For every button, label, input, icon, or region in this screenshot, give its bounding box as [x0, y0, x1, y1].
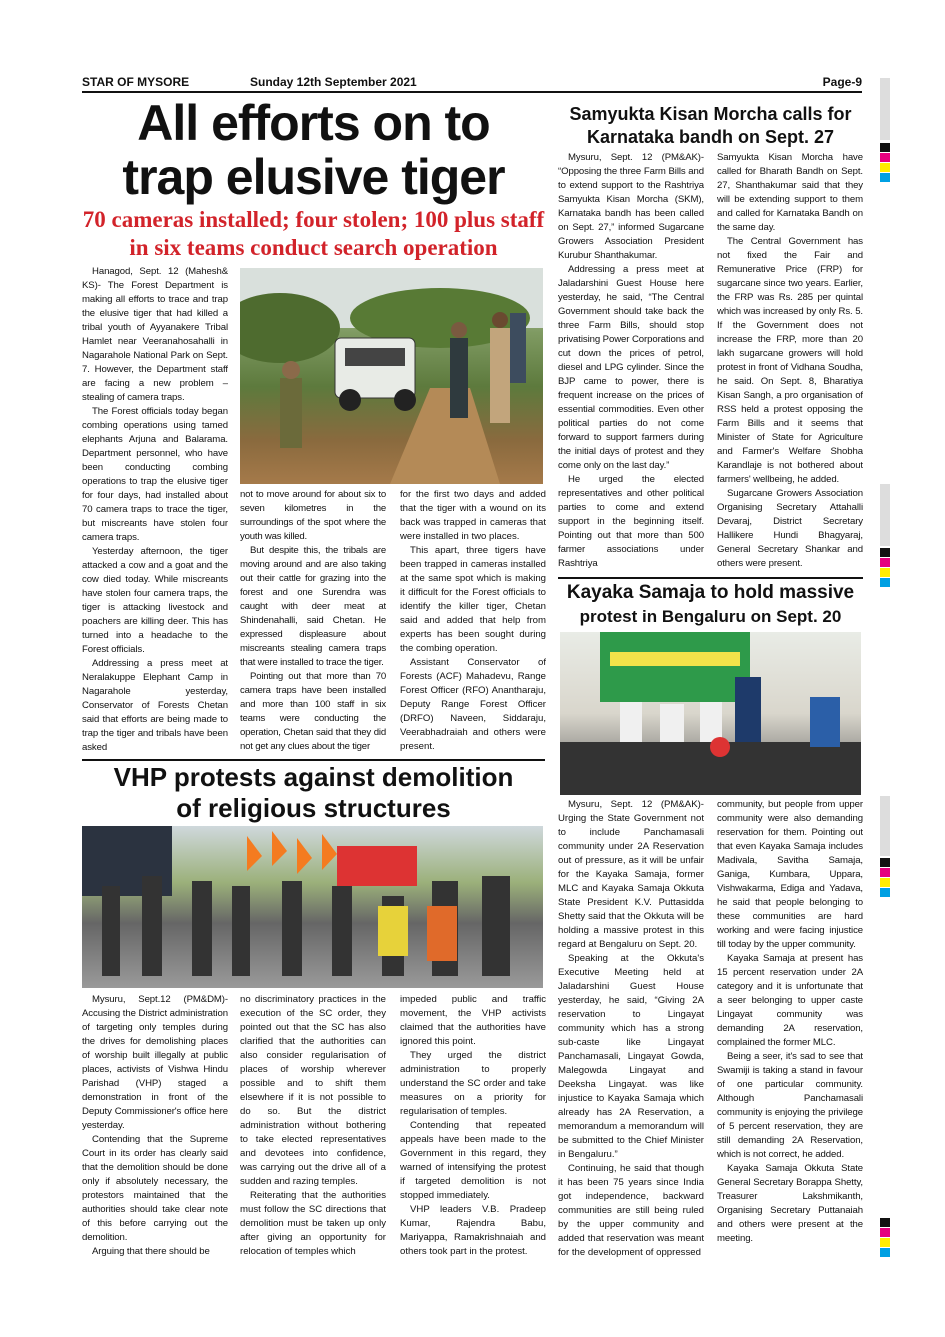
skm-headline-line1: Samyukta Kisan Morcha calls for	[569, 104, 852, 124]
paragraph: Continuing, he said that though it has been 75 years since India got independence, backward communities are still being ruled by the upper community and added that reservation was meant for the development of oppressed	[558, 1163, 704, 1258]
paragraph: Contending that the Supreme Court in its order has clearly said that the demolition should be done only if absolutely necessary, the protestors maintained that the authorities should take clear note of this before carrying out the demolition.	[82, 1134, 228, 1243]
paragraph: community, but people from upper community were also demanding reservation for them. Pointing out that even Kayaka Samaja includes Madivala, Savitha Samaja, Ganiga, Kumbara, Uppara, Vishwakarma, Ediga and Yadava, he said that people belonging to these communities are hard working and were facing injustice till today by the upper community.	[717, 799, 863, 950]
cyan-swatch	[880, 173, 890, 182]
kayaka-column-1	[558, 798, 704, 1265]
tiger-subhead-line1: 70 cameras installed; four stolen; 100 plus staff	[82, 207, 545, 232]
skm-column-1	[558, 151, 704, 575]
paragraph: The Central Government has not fixed the Fair and Remunerative Price (FRP) for sugarcane since two years. Earlier, the FRP was Rs. 285 per quintal which was increased by only Rs. 5. If the Government does not increase the FRP, more than 20 lakh sugarcane growers will hold protest in front of Vidhana Soudha, he said. On Sept. 8, Bharatiya Kisan Sangh, a pro organisation of RSS held a protest opposing the Farm Bills and it seems that Minister of State for Agriculture and Farmer's Welfare Shobha Karandlaje is not bothered about farmers' wellbeing, he added.	[717, 236, 863, 485]
vhp-column-3	[400, 993, 546, 1265]
paragraph: Kayaka Samaja at present has 15 percent reservation under 2A category and it is unfortunate that a seer belonging to upper caste Lingayat community was demanding 2A reservation, complained the former MLC.	[717, 953, 863, 1048]
tiger-headline-line2: trap elusive tiger	[122, 149, 505, 205]
paragraph: But despite this, the tribals are moving around and are also taking out their cattle for grazing into the forest and one Surendra was caught with deer meat at Shindenahalli, said Chetan. He expressed displeasure about miscreants stealing camera traps that were installed to trace the tiger.	[240, 545, 386, 668]
tiger-headline-line1: All efforts on to	[137, 95, 490, 151]
yellow-swatch	[880, 878, 890, 887]
kayaka-meeting-photo	[560, 632, 861, 795]
paragraph: Being a seer, it's sad to see that Swamiji is taking a stand in favour of one particular community. Although Panchamasali community is enjoying the privilege of 5 percent reservation, they are still demanding 2A Reservation, which is not correct, he added.	[717, 1051, 863, 1160]
paragraph: for the first two days and added that the tiger with a wound on its back was trapped in cameras that were installed in two places.	[400, 489, 546, 542]
skm-headline-line1-box	[558, 103, 863, 126]
tiger-column-3	[400, 488, 546, 756]
black-swatch	[880, 1218, 890, 1227]
black-swatch	[880, 858, 890, 867]
yellow-swatch	[880, 163, 890, 172]
skm-headline-line2: Karnataka bandh on Sept. 27	[586, 127, 835, 147]
vhp-column-2	[240, 993, 386, 1265]
paragraph: no discriminatory practices in the execution of the SC order, they pointed out that the SC has also clarified that the authorities can also consider regularisation of places of worship wherever possible and to shift them elsewhere if it is not possible to do so. But the district administration without bothering to take elected representatives and devotees into confidence, was carrying out the drive all of a sudden and razing temples.	[240, 994, 386, 1187]
paragraph: Pointing out that more than 70 camera traps have been installed and more than 100 staff in six teams were conducting the operation, Chetan said that they did not get any clues about the tiger	[240, 671, 386, 752]
skm-column-2	[717, 151, 863, 575]
paragraph: Mysuru, Sept.12 (PM&DM)- Accusing the District administration of targeting only temples during the drives for demolishing places of worship built illegally at public places, activists of Vishwa Hindu Parishad (VHP) staged a demonstration in front of the Deputy Commissioner's office here yesterday.	[82, 994, 228, 1131]
masthead-rule	[82, 91, 862, 93]
vhp-protest-photo	[82, 826, 543, 988]
tiger-column-1	[82, 265, 228, 755]
kayaka-headline-line1-box	[558, 580, 863, 605]
cyan-swatch	[880, 1248, 890, 1257]
gray-bar	[880, 796, 890, 856]
issue-date: Sunday 12th September 2021	[250, 75, 417, 89]
meeting-dais-image	[560, 632, 861, 795]
tiger-headline-line2-box	[82, 150, 545, 204]
tiger-column-2	[240, 488, 386, 756]
vhp-headline-line2-box	[82, 793, 545, 824]
tiger-subhead-line2: in six teams conduct search operation	[129, 235, 498, 260]
magenta-swatch	[880, 153, 890, 162]
yellow-swatch	[880, 1238, 890, 1247]
skm-headline-line2-box	[558, 126, 863, 149]
paragraph: Hanagod, Sept. 12 (Mahesh& KS)- The Forest Department is making all efforts to trace and trap the elusive tiger that had killed a tribal youth of Ayyanakere Tribal Hamlet near Veeranahosahalli in Nagarahole National Park on Sept. 7. However, the Department staff are facing a new problem – stealing of camera traps.	[82, 266, 228, 403]
kayaka-column-2	[717, 798, 863, 1265]
paragraph: Samyukta Kisan Morcha have called for Bharath Bandh on Sept. 27, Shanthakumar said that they will be extending support to them and called for Karnataka Bandh on the same day.	[717, 152, 863, 233]
forest-officials-jeep-image	[240, 268, 543, 484]
page-number: Page-9	[822, 75, 862, 89]
magenta-swatch	[880, 558, 890, 567]
vhp-headline-line1: VHP protests against demolition	[113, 762, 514, 792]
paragraph: Addressing a press meet at Jaladarshini Guest House here yesterday, he said, “The Central Government should take back the three Farm Bills, should stop privatising Power Corporations and cut down the prices of petrol, diesel and LPG cylinder. Since the BJP came to power, there is frequent increase on the prices of essential commodities. Even other political parties do not come forward to support farmers during the initial days of protest and they come only on the last day.”	[558, 264, 704, 471]
vhp-column-1	[82, 993, 228, 1265]
cyan-swatch	[880, 578, 890, 587]
paragraph: Mysuru, Sept. 12 (PM&AK)- Urging the State Government not to include Panchamasali community under 2A Reservation out of pressure, as it will be unfair for the Kayaka Samaja, former MLC and Kayaka Samaja Okkuta State President K.V. Puttasidda Shetty said that the Okkuta will be holding a massive protest in this regard at Bengaluru on Sept. 20.	[558, 799, 704, 950]
section-divider	[82, 759, 545, 761]
paragraph: Reiterating that the authorities must follow the SC directions that demolition must be taken up only after giving an opportunity for relocation of temples which	[240, 1190, 386, 1257]
magenta-swatch	[880, 1228, 890, 1237]
paragraph: Contending that repeated appeals have been made to the Government in this regard, they warned of intensifying the protest if targeted demolition is not stopped immediately.	[400, 1120, 546, 1201]
kayaka-headline-line2: protest in Bengaluru on Sept. 20	[579, 607, 842, 626]
gray-bar	[880, 484, 890, 546]
paragraph: impeded public and traffic movement, the VHP activists claimed that the authorities have ignored this point.	[400, 994, 546, 1047]
kayaka-headline-line2-box	[558, 605, 863, 629]
paragraph: Speaking at the Okkuta's Executive Meeting held at Jaladarshini Guest House yesterday, he said, “Giving 2A reservation to Lingayat community which has a strong sub-caste like Lingayat Panchamasali, Lingayat Gowda, Malegowda Lingayat and Deeksha Lingayat. was like injustice to Kayaka Samaja which already has 2A Reservation, a memorandum a memorandum will be submitted to the Chief Minister in Bengaluru.”	[558, 953, 704, 1160]
magenta-swatch	[880, 868, 890, 877]
vhp-headline-line2: of religious structures	[176, 793, 451, 823]
paper-name: STAR OF MYSORE	[82, 75, 190, 89]
gray-bar	[880, 78, 890, 140]
paragraph: He urged the elected representatives and other political parties to come and extend support in the beginning itself. Pointing out that more than 500 farmer associations under Rashtriya	[558, 474, 704, 569]
protesters-with-flags-image	[82, 826, 543, 988]
paragraph: This apart, three tigers have been trapped in cameras installed at the same spot which is making it difficult for the Forest officials to identify the killer tiger, Chetan said and added that help from experts has been sought during the combing operation.	[400, 545, 546, 654]
paragraph: Arguing that there should be	[92, 1246, 210, 1257]
paragraph: Addressing a press meet at Neralakuppe Elephant Camp in Nagarahole yesterday, Conservator of Forests Chetan said that efforts are being made to trap the tiger and tribals have been asked	[82, 658, 228, 753]
tiger-subhead-line2-box	[82, 234, 545, 262]
paragraph: Sugarcane Growers Association Organising Secretary Attahalli Devaraj, District Secretary Hallikere Hundi Bhagyaraj, General Secretary Shankar and others were present.	[717, 488, 863, 569]
paragraph: VHP leaders V.B. Pradeep Kumar, Rajendra Babu, Mariyappa, Ramakrishnaiah and others took part in the protest.	[400, 1204, 546, 1257]
paragraph: not to move around for about six to seven kilometres in the surroundings of the spot where the youth was killed.	[240, 489, 386, 542]
paragraph: Kayaka Samaja Okkuta State General Secretary Borappa Shetty, Treasurer Lakshmikanth, Organising Secretary Puttanaiah and others were present at the meeting.	[717, 1163, 863, 1244]
vhp-headline-line1-box	[82, 762, 545, 793]
yellow-swatch	[880, 568, 890, 577]
kayaka-headline-line1: Kayaka Samaja to hold massive	[566, 582, 855, 603]
paragraph: Assistant Conservator of Forests (ACF) Mahadevu, Range Forest Officer (RFO) Anantharaju, Deputy Range Forest Officer (DRFO) Naveen, Siddaraju, Veerabhadraiah and others were present.	[400, 657, 546, 752]
paragraph: Mysuru, Sept. 12 (PM&AK)- “Opposing the three Farm Bills and to extend support to the Rashtriya Samyukta Kisan Morcha (SKM), Karnataka bandh has been called on Sept. 27,” informed Sugarcane Growers Association President Kurubur Shanthakumar.	[558, 152, 704, 261]
tiger-headline-line1-box	[82, 96, 545, 150]
tiger-subhead-line1-box	[82, 206, 545, 234]
section-divider	[558, 577, 863, 579]
tiger-search-photo	[240, 268, 543, 484]
cyan-swatch	[880, 888, 890, 897]
paragraph: The Forest officials today began combing operations using tamed elephants Arjuna and Balarama. Department personnel, who have been conducting combing operations to trap the elusive tiger for four days, had installed about 70 camera traps to trace the tiger, but miscreants have stolen four camera traps.	[82, 406, 228, 543]
paragraph: They urged the district administration to properly understand the SC order and take measures on a priority for regularisation of temples.	[400, 1050, 546, 1117]
paragraph: Yesterday afternoon, the tiger attacked a cow and a goat and the cow died today. While miscreants have stolen four camera traps, the tiger is attacking livestock and poachers are killing deer. This has turned into a headache to the Forest officials.	[82, 546, 228, 655]
black-swatch	[880, 143, 890, 152]
black-swatch	[880, 548, 890, 557]
